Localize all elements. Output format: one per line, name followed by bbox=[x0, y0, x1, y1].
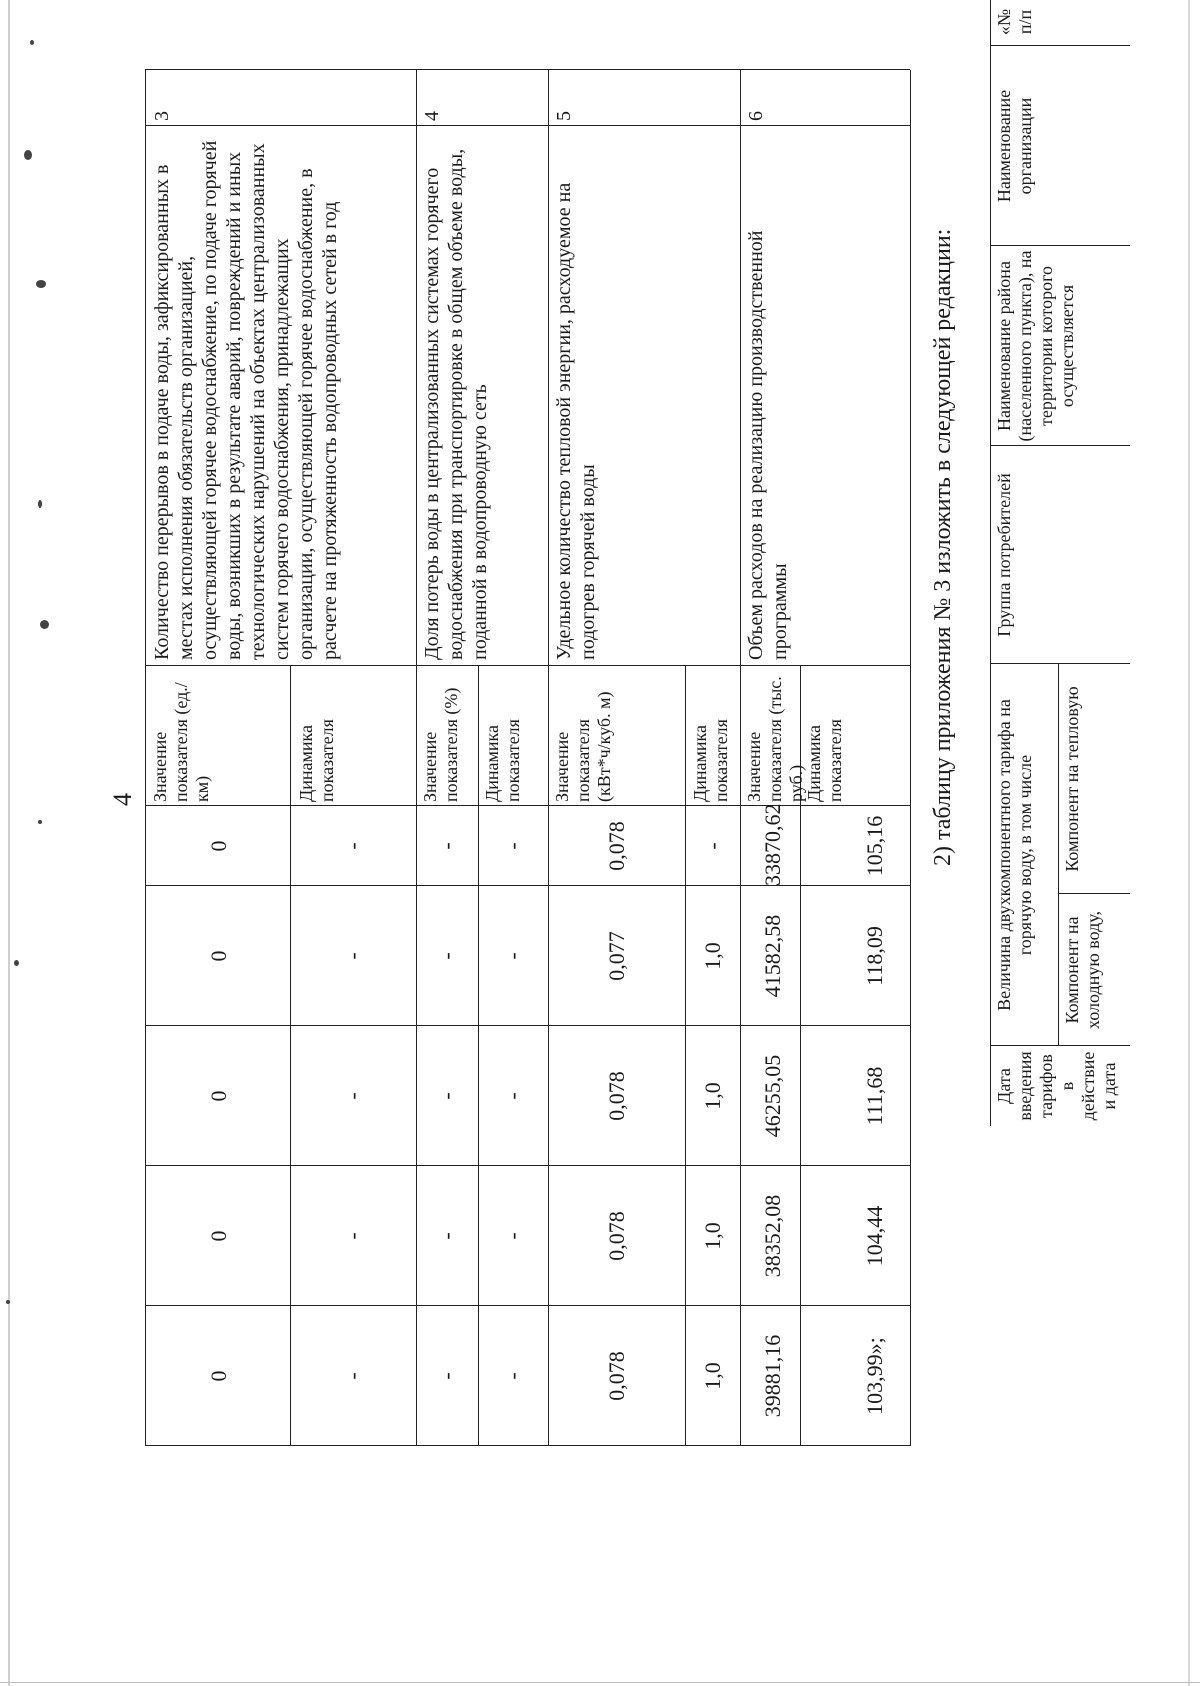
value-cell: 0 bbox=[206, 1230, 231, 1242]
value-label: Значение показателя (%) bbox=[420, 687, 461, 802]
dynamics-cell: - bbox=[500, 1372, 525, 1380]
dynamics-cell: 104,44 bbox=[862, 1205, 887, 1267]
row-number: 3 bbox=[151, 111, 173, 121]
dynamics-cell: - bbox=[500, 952, 525, 960]
table-divider bbox=[145, 1165, 910, 1166]
table-divider bbox=[990, 245, 1130, 246]
value-cell: 0,078 bbox=[604, 821, 629, 871]
col-header-org: Наименование организации bbox=[994, 89, 1035, 203]
table-divider bbox=[740, 70, 741, 1446]
dynamics-cell: 105,16 bbox=[862, 815, 887, 877]
value-cell: 0 bbox=[206, 840, 231, 852]
table-divider bbox=[990, 1045, 1130, 1046]
value-cell: 46255,05 bbox=[760, 1054, 785, 1138]
col-header-district: Наименование района (населенного пункта), на территории которого осуществляется bbox=[994, 250, 1077, 442]
table-divider bbox=[145, 1025, 910, 1026]
col-header-heat: Компонент на тепловую bbox=[1062, 686, 1082, 872]
table-divider bbox=[478, 666, 479, 1446]
value-cell: - bbox=[434, 1372, 459, 1380]
dynamics-label: Динамика показателя bbox=[804, 719, 845, 802]
table-divider bbox=[548, 70, 549, 1446]
value-label: Значение показателя (ед./км) bbox=[150, 682, 212, 802]
row-number: 6 bbox=[745, 111, 767, 121]
table-divider bbox=[1058, 893, 1130, 894]
dynamics-cell: - bbox=[500, 1092, 525, 1100]
table-border bbox=[990, 0, 991, 1126]
indicator-name: Удельное количество тепловой энергии, расходуемое на подогрев горячей воды bbox=[553, 182, 599, 660]
indicator-name: Количество перерывов в подаче воды, зафиксированных в местах исполнения обязательств организацией, осуществляющей горячее водоснабжение, по подаче горячей воды, возникших в результате аварий, повреждений и иных технологических нарушений на объектах централизованных систем горячего водоснабжения, принадлежащих организации, осуществляющей горячее водоснабжение, в расчете на протяженность водопроводных сетей в год bbox=[151, 140, 341, 660]
value-cell: 33870,62 bbox=[760, 803, 785, 886]
indicator-name: Доля потерь воды в централизованных системах горячего водоснабжения при транспортировке в общем объеме воды, поданной в водопроводную сеть bbox=[421, 148, 491, 660]
value-cell: 0,078 bbox=[604, 1211, 629, 1261]
dynamics-cell: - bbox=[700, 842, 725, 850]
dynamics-cell: 111,68 bbox=[862, 1066, 887, 1126]
dynamics-cell: - bbox=[340, 1372, 365, 1380]
table-divider bbox=[145, 805, 910, 806]
value-cell: - bbox=[434, 842, 459, 850]
table-divider bbox=[1058, 664, 1059, 1046]
col-header-tariff: Величина двухкомпонентного тарифа на горячую воду, в том числе bbox=[994, 699, 1035, 1011]
col-header-date: Дата введения тарифов в действие и дата bbox=[994, 1051, 1119, 1121]
value-cell: 38352,08 bbox=[760, 1194, 785, 1278]
value-cell: 0 bbox=[206, 1090, 231, 1102]
dynamics-cell: - bbox=[500, 1232, 525, 1240]
dynamics-cell: 1,0 bbox=[700, 1222, 725, 1250]
dynamics-label: Динамика показателя bbox=[690, 719, 731, 802]
dynamics-cell: 103,99»; bbox=[862, 1337, 887, 1415]
value-cell: 0,077 bbox=[604, 931, 629, 981]
table-divider bbox=[416, 70, 417, 1446]
table-divider bbox=[145, 885, 910, 886]
value-cell: - bbox=[434, 1232, 459, 1240]
dynamics-cell: 1,0 bbox=[700, 1082, 725, 1110]
dynamics-cell: 1,0 bbox=[700, 1362, 725, 1390]
table-divider bbox=[145, 125, 910, 126]
indicator-name: Объем расходов на реализацию производственной программы bbox=[745, 230, 791, 660]
value-cell: - bbox=[434, 1092, 459, 1100]
value-cell: 41582,58 bbox=[760, 914, 785, 998]
table-divider bbox=[290, 666, 291, 1446]
dynamics-cell: - bbox=[340, 952, 365, 960]
row-number: 4 bbox=[421, 111, 443, 121]
dynamics-cell: - bbox=[500, 842, 525, 850]
dynamics-label: Динамика показателя bbox=[482, 719, 523, 802]
value-label: Значение показателя (тыс. руб.) bbox=[744, 676, 806, 802]
value-cell: 0 bbox=[206, 950, 231, 962]
dynamics-cell: - bbox=[340, 1232, 365, 1240]
col-header-num: «№ п/п bbox=[994, 8, 1035, 36]
dynamics-cell: 1,0 bbox=[700, 942, 725, 970]
table-divider bbox=[145, 665, 910, 666]
row-number: 5 bbox=[553, 111, 575, 121]
dynamics-cell: - bbox=[340, 1092, 365, 1100]
value-cell: - bbox=[434, 952, 459, 960]
table-divider bbox=[990, 663, 1130, 664]
page-number: 4 bbox=[108, 793, 137, 806]
dynamics-cell: 118,09 bbox=[862, 926, 887, 986]
value-cell: 0,078 bbox=[604, 1351, 629, 1401]
value-cell: 0 bbox=[206, 1370, 231, 1382]
col-header-cold: Компонент на холодную воду, bbox=[1062, 911, 1103, 1029]
table-border bbox=[145, 70, 146, 1446]
table-border bbox=[910, 70, 911, 1446]
dynamics-label: Динамика показателя bbox=[296, 719, 337, 802]
table-border bbox=[145, 69, 910, 70]
value-label: Значение показателя (кВт*ч/куб. м) bbox=[552, 691, 614, 802]
section-heading: 2) таблицу приложения № 3 изложить в следующей редакции: bbox=[930, 228, 956, 866]
value-cell: 39881,16 bbox=[760, 1334, 785, 1418]
table-divider bbox=[990, 45, 1130, 46]
table-divider bbox=[990, 445, 1130, 446]
col-header-group: Группа потребителей bbox=[994, 473, 1014, 637]
table-divider bbox=[145, 1305, 910, 1306]
table-divider bbox=[685, 666, 686, 1446]
value-cell: 0,078 bbox=[604, 1071, 629, 1121]
table-border bbox=[145, 1445, 910, 1446]
dynamics-cell: - bbox=[340, 842, 365, 850]
